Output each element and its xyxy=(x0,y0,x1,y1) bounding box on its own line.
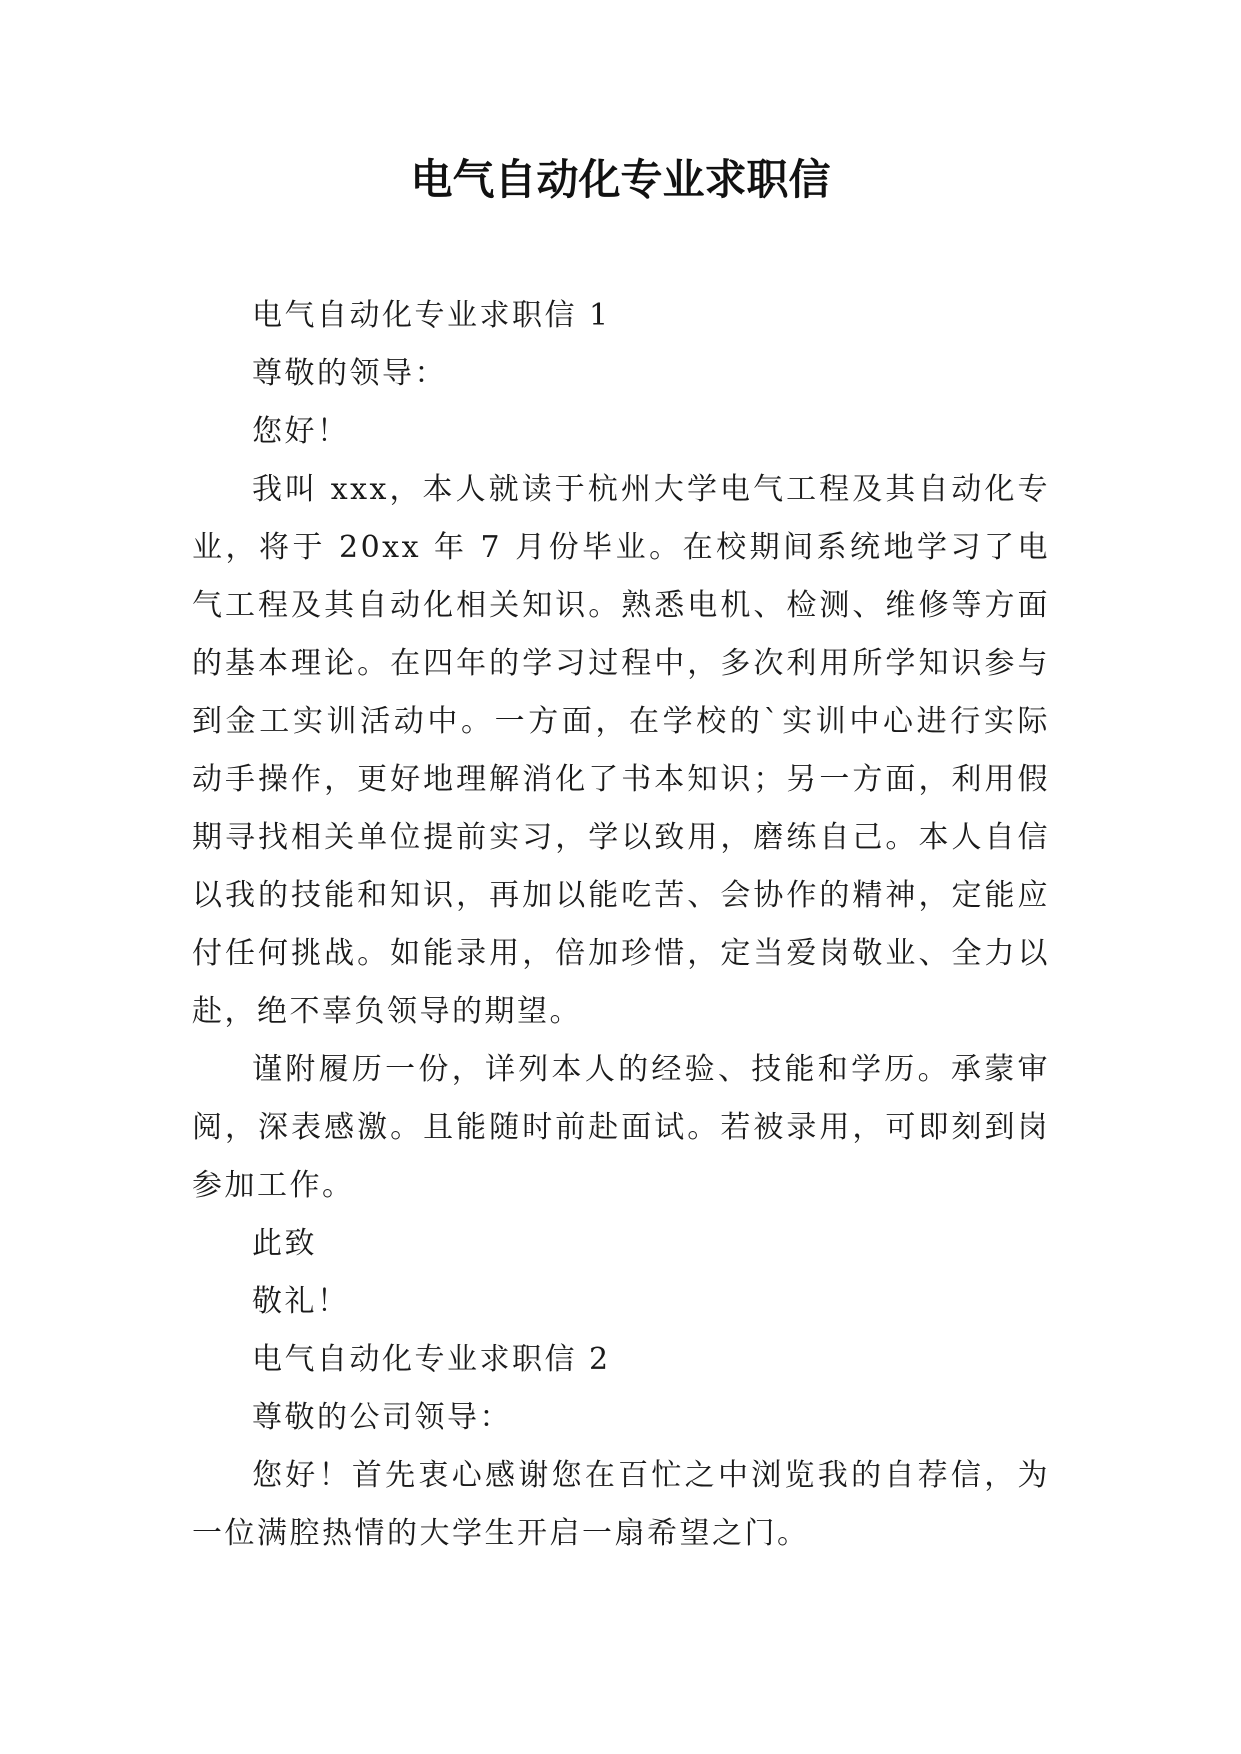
body-paragraph-2: 谨附履历一份，详列本人的经验、技能和学历。承蒙审阅，深表感激。且能随时前赴面试。若被录用，可即刻到岗参加工作。 xyxy=(192,1052,1050,1203)
salutation-1: 尊敬的领导： xyxy=(252,356,447,391)
document-body xyxy=(192,287,1050,1563)
closing-2: 敬礼！ xyxy=(252,1284,350,1319)
document-title: 电气自动化专业求职信 xyxy=(410,155,831,204)
closing-1: 此致 xyxy=(252,1226,317,1261)
section-heading-2: 电气自动化专业求职信 2 xyxy=(252,1342,611,1377)
greeting-1: 您好！ xyxy=(252,414,350,449)
section-heading-1: 电气自动化专业求职信 1 xyxy=(252,298,611,333)
body-paragraph-1: 我叫 xxx，本人就读于杭州大学电气工程及其自动化专业，将于 20xx 年 7 月份毕业。在校期间系统地学习了电气工程及其自动化相关知识。熟悉电机、检测、维修等方面的基本理论。在四年的学习过程中，多次利用所学知识参与到金工实训活动中。一方面，在学校的`实训中心进行实际动手操作，更好地理解消化了书本知识；另一方面，利用假期寻找相关单位提前实习，学以致用，磨练自己。本人自信以我的技能和知识，再加以能吃苦、会协作的精神，定能应付任何挑战。如能录用，倍加珍惜，定当爱岗敬业、全力以赴，绝不辜负领导的期望。 xyxy=(192,472,1050,1029)
body-paragraph-3: 您好！首先衷心感谢您在百忙之中浏览我的自荐信，为一位满腔热情的大学生开启一扇希望之门。 xyxy=(192,1458,1050,1551)
salutation-2: 尊敬的公司领导： xyxy=(252,1400,512,1435)
